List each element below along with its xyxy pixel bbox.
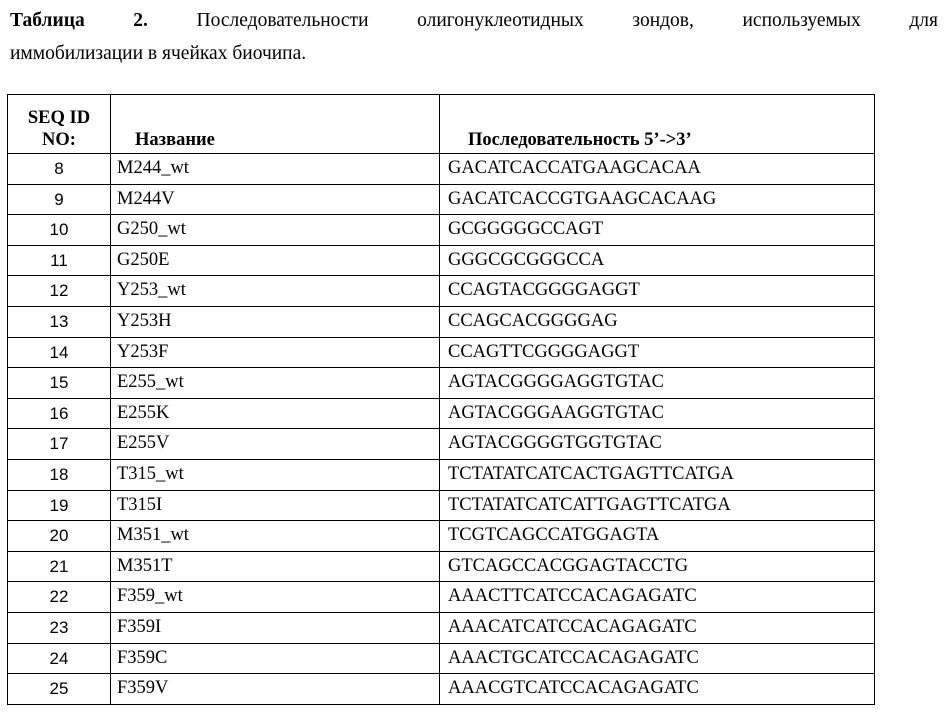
table-body xyxy=(8,154,875,705)
probe-sequence-cell: GGGCGCGGGCCA xyxy=(440,245,875,276)
seq-id-cell: 13 xyxy=(8,306,111,337)
table-row xyxy=(8,521,875,552)
table-row xyxy=(8,429,875,460)
table-header-row xyxy=(8,95,875,154)
seq-id-cell: 11 xyxy=(8,245,111,276)
seq-id-cell: 20 xyxy=(8,521,111,552)
probe-name-cell: E255K xyxy=(111,398,440,429)
seq-id-cell: 12 xyxy=(8,276,111,307)
probe-sequence-cell: GTCAGCCACGGAGTACCTG xyxy=(440,551,875,582)
table-row xyxy=(8,490,875,521)
caption-line-1 xyxy=(10,4,938,37)
probe-sequence-cell: GCGGGGGCCAGT xyxy=(440,215,875,246)
caption-line-2: иммобилизации в ячейках биочипа. xyxy=(10,43,307,64)
probe-name-cell: M351T xyxy=(111,551,440,582)
probe-name-cell: T315I xyxy=(111,490,440,521)
seq-id-cell: 22 xyxy=(8,582,111,613)
probe-sequence-cell: AAACTGCATCCACAGAGATC xyxy=(440,643,875,674)
probe-name-cell: E255V xyxy=(111,429,440,460)
probe-name-cell: F359_wt xyxy=(111,582,440,613)
table-row xyxy=(8,582,875,613)
seq-id-cell: 8 xyxy=(8,154,111,185)
caption-text: Последовательности олигонуклеотидных зондов, используемых для xyxy=(196,10,938,31)
probe-name-cell: G250E xyxy=(111,245,440,276)
probe-sequence-cell: CCAGTTCGGGGAGGT xyxy=(440,337,875,368)
seq-id-cell: 25 xyxy=(8,674,111,705)
probe-name-cell: F359C xyxy=(111,643,440,674)
probe-name-cell: G250_wt xyxy=(111,215,440,246)
table-row xyxy=(8,184,875,215)
probe-name-cell: Y253_wt xyxy=(111,276,440,307)
table-row xyxy=(8,245,875,276)
seq-id-cell: 17 xyxy=(8,429,111,460)
table-row xyxy=(8,612,875,643)
probe-name-cell: M244_wt xyxy=(111,154,440,185)
probe-name-cell: M351_wt xyxy=(111,521,440,552)
probe-table xyxy=(7,94,875,705)
seq-id-cell: 18 xyxy=(8,459,111,490)
table-row xyxy=(8,306,875,337)
seq-id-cell: 16 xyxy=(8,398,111,429)
probe-name-cell: F359I xyxy=(111,612,440,643)
probe-name-cell: Y253H xyxy=(111,306,440,337)
table-row xyxy=(8,368,875,399)
seq-id-cell: 21 xyxy=(8,551,111,582)
probe-sequence-cell: AAACGTCATCCACAGAGATC xyxy=(440,674,875,705)
seq-id-cell: 15 xyxy=(8,368,111,399)
caption-prefix: Таблица 2. xyxy=(10,10,148,31)
probe-sequence-cell: AAACATCATCCACAGAGATC xyxy=(440,612,875,643)
probe-sequence-cell: GACATCACCGTGAAGCACAAG xyxy=(440,184,875,215)
probe-sequence-cell: TCGTCAGCCATGGAGTA xyxy=(440,521,875,552)
seq-id-cell: 23 xyxy=(8,612,111,643)
seq-id-cell: 19 xyxy=(8,490,111,521)
probe-sequence-cell: AGTACGGGGTGGTGTAC xyxy=(440,429,875,460)
header-seq-id xyxy=(8,95,111,154)
table-row xyxy=(8,643,875,674)
probe-name-cell: T315_wt xyxy=(111,459,440,490)
probe-sequence-cell: TCTATATCATCACTGAGTTCATGA xyxy=(440,459,875,490)
seq-id-cell: 9 xyxy=(8,184,111,215)
table-caption xyxy=(10,4,938,70)
table-row xyxy=(8,215,875,246)
probe-sequence-cell: AGTACGGGAAGGTGTAC xyxy=(440,398,875,429)
probe-name-cell: Y253F xyxy=(111,337,440,368)
table-row xyxy=(8,154,875,185)
table-row xyxy=(8,276,875,307)
table-row xyxy=(8,551,875,582)
table-row xyxy=(8,337,875,368)
header-sequence: Последовательность 5’->3’ xyxy=(440,95,875,154)
table-row xyxy=(8,459,875,490)
table-row xyxy=(8,674,875,705)
probe-name-cell: E255_wt xyxy=(111,368,440,399)
probe-sequence-cell: AAACTTCATCCACAGAGATC xyxy=(440,582,875,613)
probe-sequence-cell: CCAGTACGGGGAGGT xyxy=(440,276,875,307)
header-seq-id-label: SEQ ID NO: xyxy=(27,108,91,150)
header-name: Название xyxy=(111,95,440,154)
probe-name-cell: M244V xyxy=(111,184,440,215)
seq-id-cell: 24 xyxy=(8,643,111,674)
probe-sequence-cell: GACATCACCATGAAGCACAA xyxy=(440,154,875,185)
seq-id-cell: 14 xyxy=(8,337,111,368)
seq-id-cell: 10 xyxy=(8,215,111,246)
table-row xyxy=(8,398,875,429)
probe-sequence-cell: AGTACGGGGAGGTGTAC xyxy=(440,368,875,399)
probe-sequence-cell: TCTATATCATCATTGAGTTCATGA xyxy=(440,490,875,521)
probe-sequence-cell: CCAGCACGGGGAG xyxy=(440,306,875,337)
probe-name-cell: F359V xyxy=(111,674,440,705)
